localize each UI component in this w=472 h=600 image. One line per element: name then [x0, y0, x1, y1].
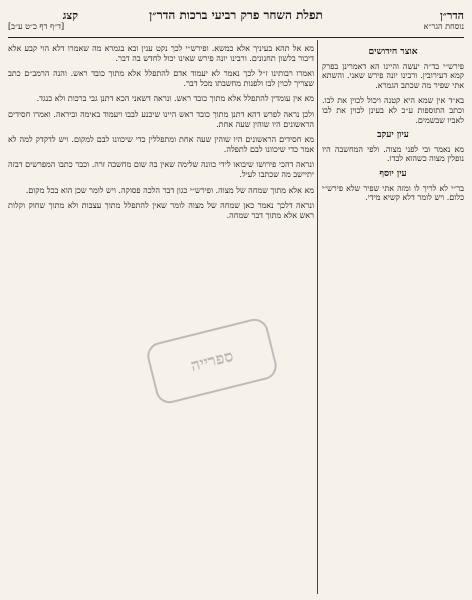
right-block-4: בר״י לא לריך לו ומזה אתי שפיר שלא פירש״י כלום. ויש לומר דלא קשיא מידי. — [322, 183, 464, 203]
header-center: תפלת השחר פרק רביעי ברכות הדר״ן — [149, 7, 323, 22]
subheader-left: [ד״ף דף כ״ט ע״ב] — [8, 22, 65, 31]
right-heading-2: עיון יעקב — [377, 130, 409, 141]
main-block-3: מא אין עומדין להתפלל אלא מתוך כובד ראש. ונראה דשאני הכא דתנן גבי ברכות ולא כנגד. — [36, 94, 314, 104]
main-block-7: מא אלא מתוך שמחה של מצוה. ופירש״י כגון דבר הלכה פסוקה. ויש לומר שכן הוא בכל מקום. — [25, 185, 314, 195]
main-block-1: מא אל תהא בעיניך אלא כמשא. ופירש״י לכך נקט ענין ובא בגמרא מה שאמרו דלא הוי קבע אלא דיבור בלשון תחנונים. ורבינו יונה פירש שאינו יכול לחדש בה דבר. — [8, 44, 314, 63]
right-block-3: מא נאמר ובי לפני מצוה. ולפי המחשבה היו נופלין מצוה כשהוא לבדו. — [322, 144, 464, 164]
main-commentary-column — [8, 44, 314, 594]
page-subheader — [8, 22, 464, 36]
column-divider — [317, 40, 318, 594]
top-rule — [8, 37, 464, 38]
header-page-number: קצג — [62, 8, 78, 22]
right-block-2: בא״ד אין שמא היא קטנה ויכול לכוין את לבו. וכתב התוספות ע״כ לא בעינן לכוין את לבו לאביו שבשמים. — [322, 96, 464, 125]
subheader-right: נוסחת הגר״א — [423, 22, 464, 31]
right-commentary-column — [322, 44, 464, 594]
right-heading-1: אוצר חידושים — [368, 47, 418, 57]
header-right: הדר״ן — [439, 8, 464, 22]
right-heading-3: עין יוסף — [379, 168, 407, 179]
main-block-8: ונראה דלכך נאמר כאן שמחה של מצוה לומר שאין להתפלל מתוך עצבות ולא מתוך שחוק וקלות ראש אלא מתוך דבר שמחה. — [8, 201, 314, 220]
stamp-text: ספרייה — [188, 346, 236, 375]
main-block-6: ונראה דהכי פירושו שיבואו לידי כוונה שלימה שאין בה שום מחשבה זרה. וכבר כתבו המפרשים דבזה יתיישב מה שכתבו לעיל. — [8, 160, 314, 179]
main-block-2: ואמרו רבותינו ז״ל לכך נאמר לא יעמוד אדם להתפלל אלא מתוך כובד ראש. והנה הרמב״ם כתב שצריך לכוין לבו ולפנות מחשבתו מכל דבר. — [8, 69, 314, 88]
main-block-4: ולכן נראה לפרש דהא דתנן מתוך כובד ראש היינו שיכנע לבבו ויעמוד באימה וביראה. ואמרו חסידים הראשונים היו שוהין שעה אחת. — [8, 109, 314, 129]
main-block-5: מא חסידים הראשונים היו שוהין שעה אחת ומתפללין כדי שיכוונו לבם למקום. ויש לדקדק למה לא אמר כדי שיכוונו לבם לתפלה. — [8, 135, 314, 154]
right-block-1: פירש״י בד״ה יעשה והיינו הא דאמרינן בפרק קמא דעירובין. ורבינו יונה פירש שאני. והשתא אתי שפיר מה שכתב הגמרא. — [322, 61, 464, 90]
